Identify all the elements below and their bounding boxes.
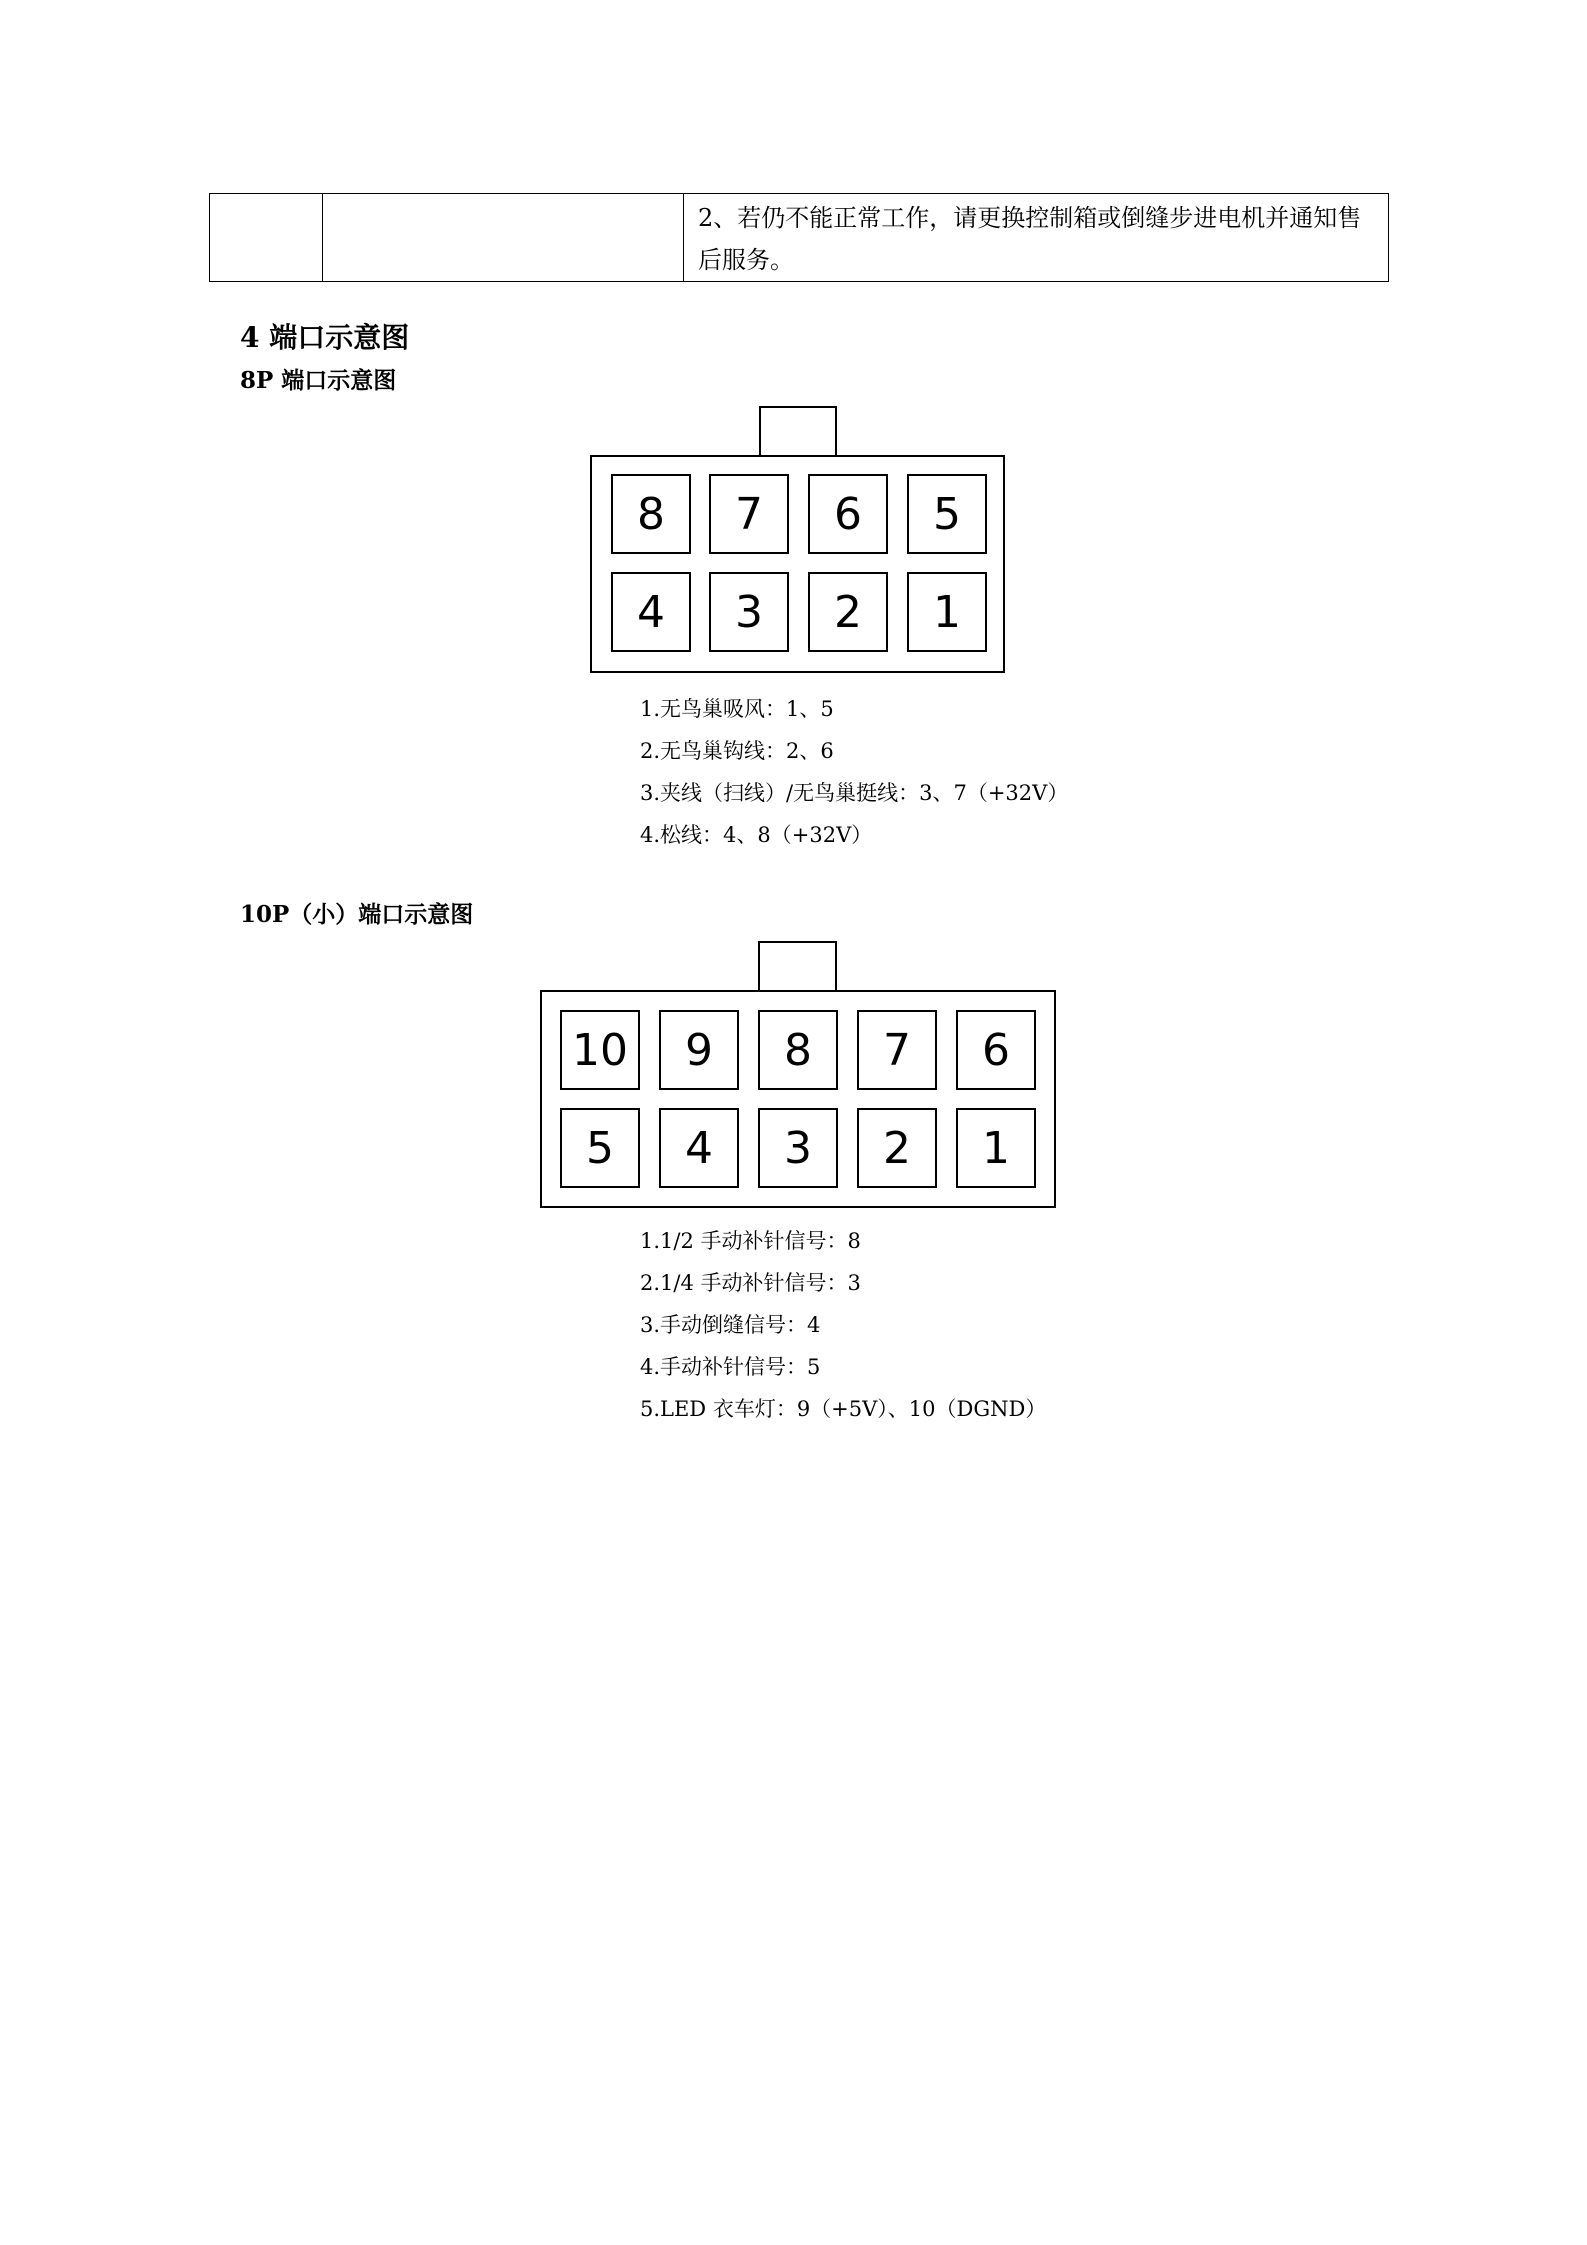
pin-8p: 5 [907, 474, 987, 554]
solution-line-1: 2、若仍不能正常工作，请更换控制箱或倒缝步进电机并通知售 [698, 204, 1362, 232]
pin-10p: 8 [758, 1010, 838, 1090]
pin-8p: 7 [709, 474, 789, 554]
section-title: 4 端口示意图 [240, 321, 410, 354]
pin-8p: 2 [808, 572, 888, 652]
pin-8p: 4 [611, 572, 691, 652]
list-item: 1.1/2 手动补针信号：8 [640, 1229, 861, 1253]
pin-10p: 7 [857, 1010, 937, 1090]
table-cell-code [210, 194, 323, 282]
list-item: 2.无鸟巢钩线：2、6 [640, 739, 834, 763]
pin-8p: 8 [611, 474, 691, 554]
connector-8p-title: 8P 端口示意图 [240, 367, 397, 394]
list-item: 5.LED 衣车灯：9（+5V）、10（DGND） [640, 1397, 1047, 1421]
pin-8p: 3 [709, 572, 789, 652]
pin-10p: 3 [758, 1108, 838, 1188]
list-item: 4.松线：4、8（+32V） [640, 823, 873, 847]
list-item: 2.1/4 手动补针信号：3 [640, 1271, 861, 1295]
connector-10p-latch [758, 941, 837, 993]
table-cell-solution [684, 194, 1389, 282]
pin-10p: 9 [659, 1010, 739, 1090]
connector-10p-title: 10P（小）端口示意图 [240, 901, 474, 928]
pin-10p: 4 [659, 1108, 739, 1188]
pin-10p: 10 [560, 1010, 640, 1090]
list-item: 3.手动倒缝信号：4 [640, 1313, 821, 1337]
pin-10p: 5 [560, 1108, 640, 1188]
table-cell-symptom [323, 194, 684, 282]
troubleshooting-table [209, 193, 1389, 282]
connector-8p-latch [759, 406, 837, 458]
table-row [210, 194, 1389, 282]
solution-line-2: 后服务。 [698, 246, 794, 274]
list-item: 1.无鸟巢吸风：1、5 [640, 697, 834, 721]
pin-10p: 2 [857, 1108, 937, 1188]
pin-8p: 6 [808, 474, 888, 554]
list-item: 4.手动补针信号：5 [640, 1355, 821, 1379]
pin-8p: 1 [907, 572, 987, 652]
pin-10p: 1 [956, 1108, 1036, 1188]
connector-10p-notes [640, 1220, 1046, 1430]
list-item: 3.夹线（扫线）/无鸟巢挺线：3、7（+32V） [640, 781, 1069, 805]
connector-8p-notes [640, 688, 1068, 856]
pin-10p: 6 [956, 1010, 1036, 1090]
